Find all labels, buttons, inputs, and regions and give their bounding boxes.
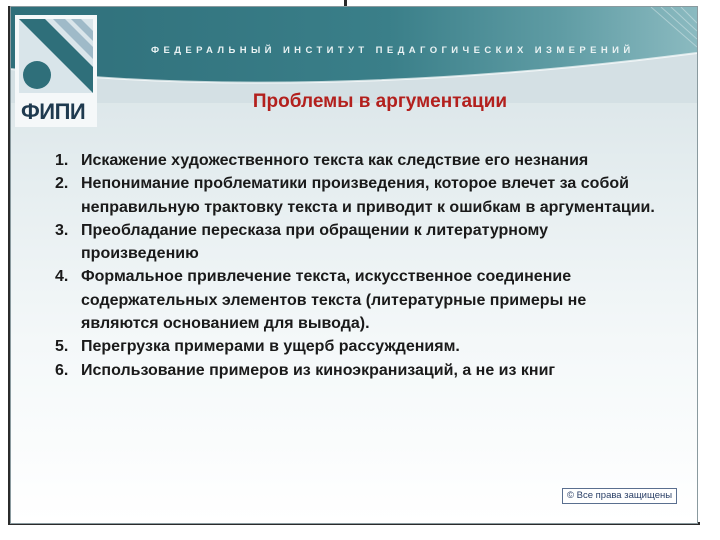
item-number: 1. (55, 152, 69, 169)
logo-text: ФИПИ (21, 99, 86, 124)
list-item (55, 219, 655, 266)
problems-list (55, 149, 655, 382)
item-number: 6. (55, 361, 69, 379)
list-item (55, 265, 655, 335)
list-item (55, 149, 655, 172)
list-item (55, 359, 655, 382)
item-number: 2. (55, 175, 69, 193)
list-item (55, 172, 655, 219)
item-number: 5. (55, 338, 69, 356)
item-text: Искажение художественного текста как следствие его незнания (81, 152, 589, 169)
copyright-notice: © Все права защищены (562, 488, 677, 504)
slide (10, 6, 698, 524)
logo-emblem-icon (15, 15, 97, 97)
item-text: Формальное привлечение текста, искусственное соединение содержательных элементов текста (литературные примеры не являются основанием для вывода). (81, 268, 587, 333)
slide-title: Проблемы в аргументации (252, 91, 508, 112)
item-text: Преобладание пересказа при обращении к литературному произведению (81, 221, 549, 263)
organization-name: ФЕДЕРАЛЬНЫЙ ИНСТИТУТ ПЕДАГОГИЧЕСКИХ ИЗМЕРЕНИЙ (151, 45, 635, 56)
item-text: Непонимание проблематики произведения, которое влечет за собой неправильную трактовку текста и приводит к ошибкам в аргументации. (81, 175, 655, 216)
item-number: 3. (55, 221, 69, 239)
item-text: Перегрузка примерами в ущерб рассуждениям. (81, 338, 460, 356)
item-number: 4. (55, 268, 69, 286)
item-text: Использование примеров из киноэкранизаций, а не из книг (81, 361, 556, 379)
list-item (55, 335, 655, 358)
